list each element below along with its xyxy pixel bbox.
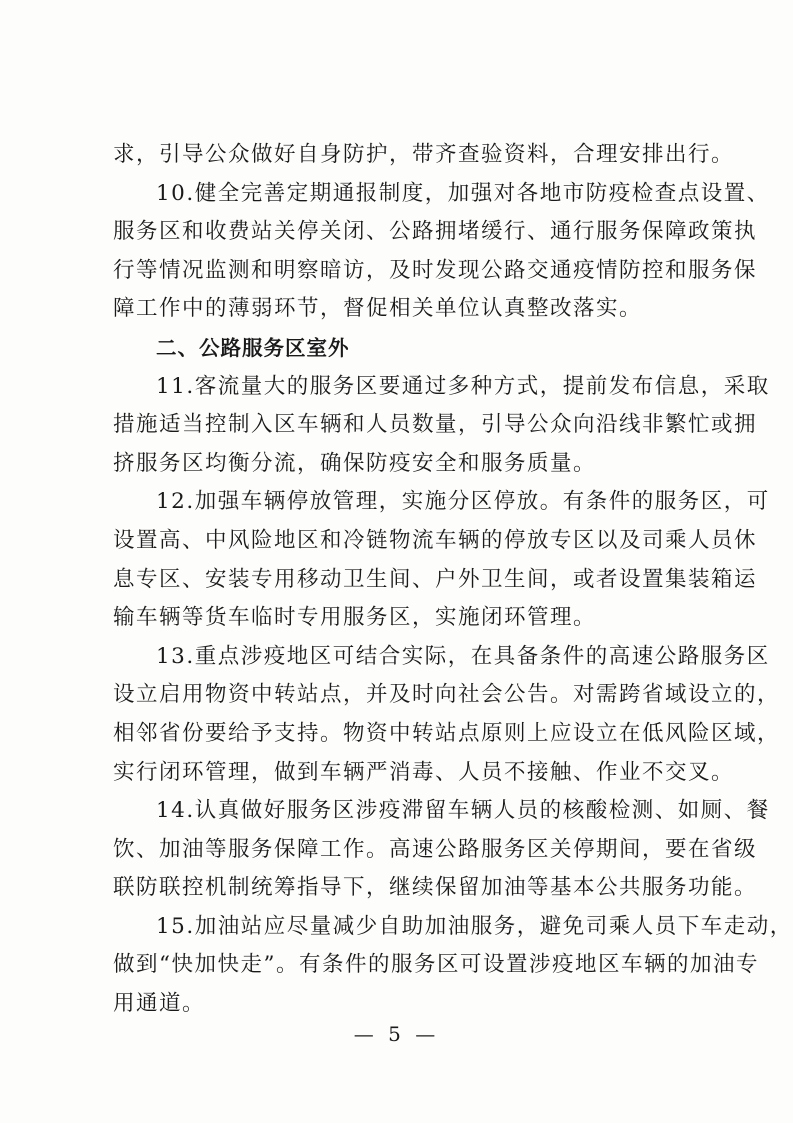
text-line: 联防联控机制统筹指导下，继续保留加油等基本公共服务功能。: [113, 875, 758, 901]
page-number: — 5 —: [353, 1022, 440, 1046]
text-line: 息专区、安装专用移动卫生间、户外卫生间，或者设置集装箱运: [113, 566, 758, 592]
text-line: 15.加油站应尽量减少自助加油服务，避免司乘人员下车走动，: [156, 913, 793, 939]
text-line: 措施适当控制入区车辆和人员数量，引导公众向沿线非繁忙或拥: [113, 412, 758, 438]
text-line: 挤服务区均衡分流，确保防疫安全和服务质量。: [113, 450, 597, 476]
text-line: 12.加强车辆停放管理，实施分区停放。有条件的服务区，可: [156, 489, 770, 515]
text-line: 饮、加油等服务保障工作。高速公路服务区关停期间，要在省级: [113, 836, 758, 862]
text-line: 14.认真做好服务区涉疫滞留车辆人员的核酸检测、如厕、餐: [156, 798, 770, 824]
document-body: [113, 136, 793, 1024]
text-line: 做到“快加快走”。有条件的服务区可设置涉疫地区车辆的加油专: [113, 952, 759, 978]
text-line: 输车辆等货车临时专用服务区，实施闭环管理。: [113, 605, 597, 631]
text-line: 10.健全完善定期通报制度，加强对各地市防疫检查点设置、: [156, 180, 770, 206]
text-line: 用通道。: [113, 991, 206, 1017]
text-line: 障工作中的薄弱环节，督促相关单位认真整改落实。: [113, 296, 643, 322]
section-heading: 二、公路服务区室外: [156, 335, 350, 360]
text-line: 行等情况监测和明察暗访，及时发现公路交通疫情防控和服务保: [113, 257, 758, 283]
text-line: 服务区和收费站关停关闭、公路拥堵缓行、通行服务保障政策执: [113, 219, 758, 245]
text-line: 设立启用物资中转站点，并及时向社会公告。对需跨省域设立的，: [113, 682, 781, 708]
text-line: 求，引导公众做好自身防护，带齐查验资料，合理安排出行。: [113, 142, 735, 167]
text-line: 实行闭环管理，做到车辆严消毒、人员不接触、作业不交叉。: [113, 759, 735, 785]
text-line: 相邻省份要给予支持。物资中转站点原则上应设立在低风险区域，: [113, 720, 781, 746]
text-line: 13.重点涉疫地区可结合实际，在具备条件的高速公路服务区: [156, 643, 770, 669]
text-line: 设置高、中风险地区和冷链物流车辆的停放专区以及司乘人员休: [113, 527, 758, 553]
text-line: 11.客流量大的服务区要通过多种方式，提前发布信息，采取: [156, 373, 770, 399]
